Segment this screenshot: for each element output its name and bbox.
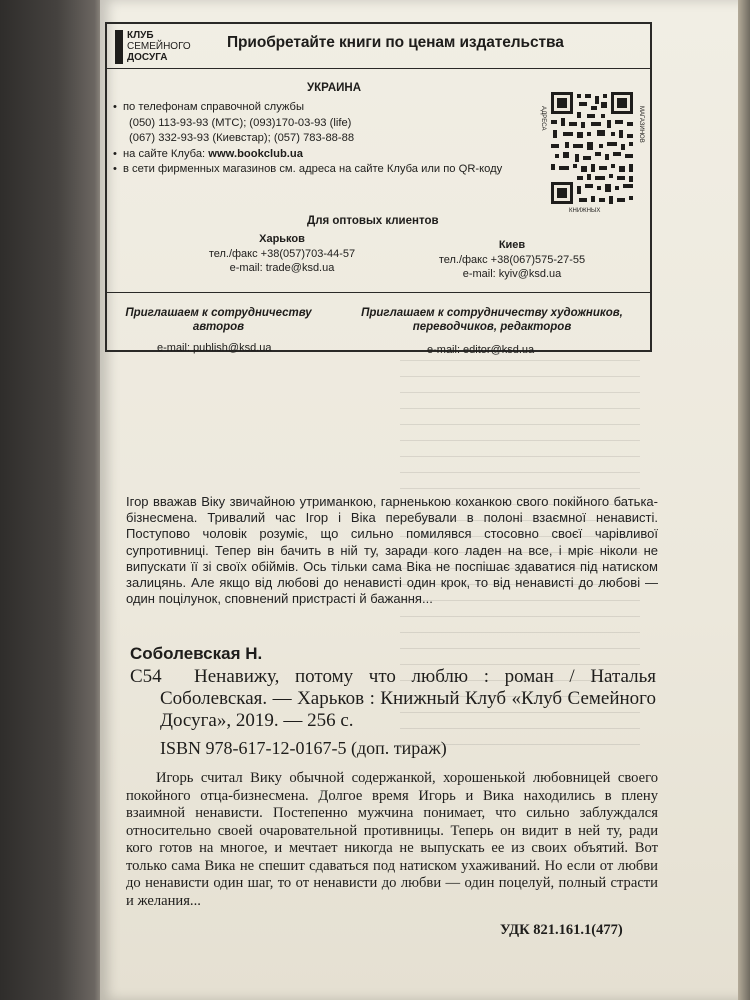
city-phone: тел./факс +38(057)703-44-57 [208, 247, 356, 260]
wholesale-heading: Для оптовых клиентов [307, 215, 439, 227]
logo-line-1: КЛУБ [127, 30, 154, 41]
website-link: www.bookclub.ua [208, 147, 303, 160]
bullet-icon: • [113, 147, 117, 160]
section-divider [107, 292, 650, 293]
invite-authors: Приглашаем к сотрудничеству авторов [125, 307, 312, 333]
logo-bar-icon [115, 30, 123, 64]
contact-text: в сети фирменных магазинов см. адреса на сайте Клуба или по QR-коду [123, 163, 503, 175]
contact-text: (050) 113-93-93 (МТС); (093)170-03-93 (life) [129, 116, 352, 129]
header-divider [107, 68, 650, 69]
ad-title: Приобретайте книги по ценам издательства [227, 34, 564, 51]
invite-artists: Приглашаем к сотрудничеству художников, переводчиков, редакторов [361, 307, 623, 333]
city-email: e-mail: trade@ksd.ua [229, 262, 335, 274]
russian-annotation: Игорь считал Вику обычной содержанкой, хорошенькой любовницей своего покойного отца-бизнесмена. Долгое время Игорь и Вика находились в плену взаимной ненависти. Постепенно мужчина понимает, что сильно заблуждался относительно своей очаровательной противницы. Теперь он видит в ней ту, ради кого готов на многое, и мечтает никогда не выпускать ее из своих объятий. Вот только сама Вика не спешит сдаваться под натиском ухаживаний. Но если от любви до ненависти один шаг, то от ненависти до любви — один поцелуй, полный страсти и желания... [126, 770, 658, 909]
qr-pattern [551, 92, 633, 204]
book-page [100, 0, 750, 1000]
contact-text: на сайте Клуба: [123, 147, 209, 160]
qr-caption-left: АДРЕСА [540, 106, 546, 131]
catalog-isbn: ISBN 978-617-12-0167-5 (доп. тираж) [160, 738, 447, 758]
udk-code: УДК 821.161.1(477) [500, 922, 623, 938]
contact-row [113, 116, 543, 132]
city-name: Харьков [259, 233, 305, 245]
catalog-description: Ненавижу, потому что люблю : роман / Наталья Соболевская. — Харьков : Книжный Клуб «Клуб Семейного Досуга», 2019. — 256 с. [160, 666, 656, 731]
contact-text: по телефонам справочной службы [123, 101, 304, 113]
contact-list [113, 100, 543, 178]
page-edge [738, 0, 750, 1000]
qr-caption-right: МАГАЗИНОВ [638, 106, 644, 143]
city-name: Киев [498, 239, 526, 251]
contact-row [113, 131, 543, 147]
publisher-ad-box [105, 22, 652, 356]
publisher-logo [115, 30, 201, 68]
bullet-icon: • [113, 163, 117, 175]
logo-line-2: СЕМЕЙНОГО [127, 41, 191, 52]
ukrainian-annotation: Ігор вважав Віку звичайною утриманкою, гарненькою коханкою свого покійного батька-бізнесмена. Тривалий час Ігор і Віка перебували в полоні взаємної ненависті. Поступово чоловік розуміє, що сильно помилявся стосовно своєї чарівливої супротивниці. Тепер він бачить в ній ту, заради кого ладен на все, і мріє ніколи не випускати її зі своїх обіймів. Ось тільки сама Віка не поспішає здаватися під натиском залицянь. Але якщо від любові до ненависті один крок, то від ненависті до любові — один поцілунок, сповнений пристрасті й бажання... [126, 494, 658, 607]
catalog-author: Соболевская Н. [130, 644, 263, 663]
contact-row [113, 100, 543, 116]
editors-email: e-mail: editor@ksd.ua [427, 344, 535, 356]
logo-line-3: ДОСУГА [127, 52, 168, 63]
qr-code-icon [537, 86, 647, 214]
kyiv-contacts [387, 238, 637, 282]
contact-row [113, 147, 543, 163]
bullet-icon: • [113, 101, 117, 113]
book-spine [0, 0, 105, 1000]
contact-text: (067) 332-93-93 (Киевстар); (057) 783-88-88 [129, 132, 355, 144]
catalog-code: С54 [130, 666, 162, 687]
country-heading: УКРАИНА [307, 82, 362, 94]
kharkiv-contacts [157, 232, 407, 276]
city-email: e-mail: kyiv@ksd.ua [462, 268, 562, 280]
contact-row [113, 162, 543, 178]
city-phone: тел./факс +38(067)575-27-55 [438, 253, 586, 266]
qr-caption-bottom: КНИЖНЫХ [569, 208, 601, 214]
authors-email: e-mail: publish@ksd.ua [157, 342, 272, 354]
